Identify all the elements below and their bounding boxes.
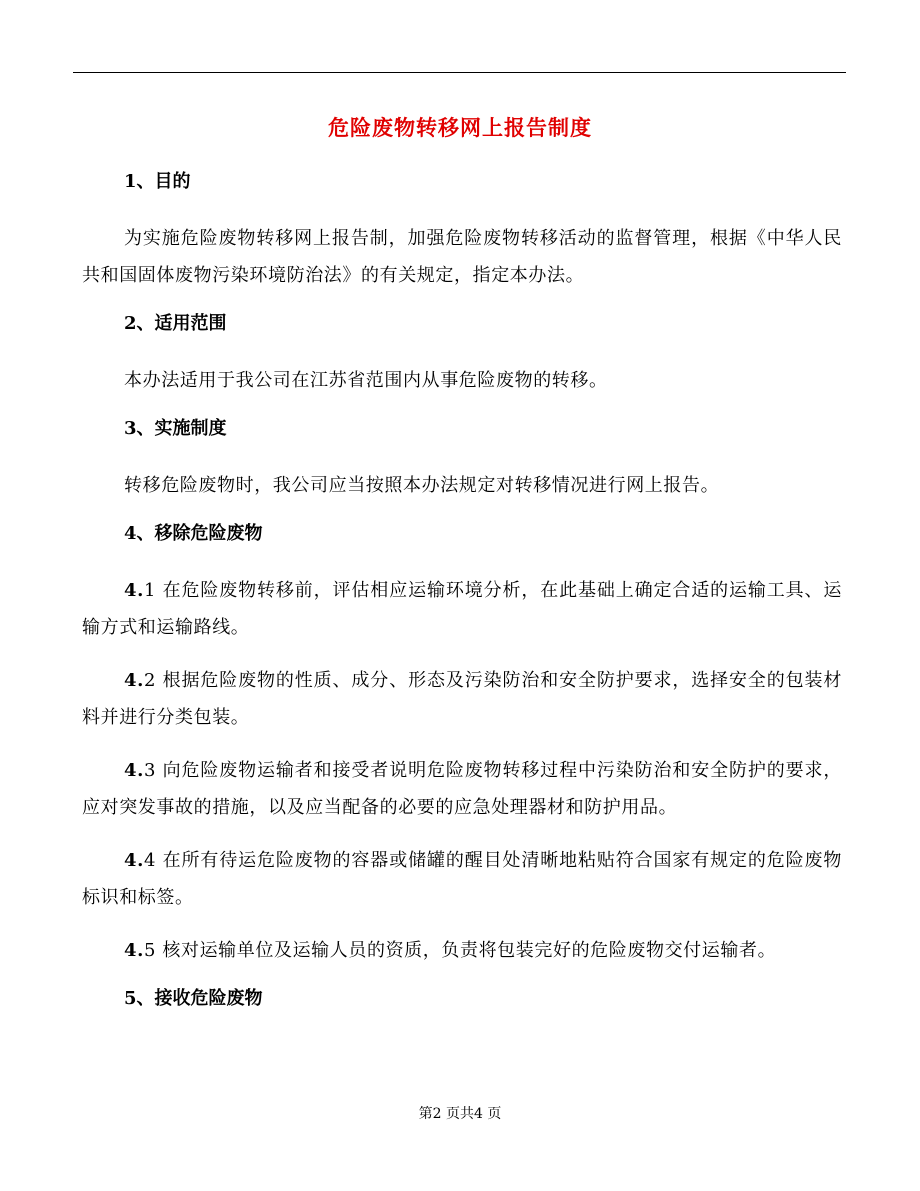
paragraph-scope: 本办法适用于我公司在江苏省范围内从事危险废物的转移。 (124, 370, 608, 391)
section-heading-purpose: 1、目的 (124, 171, 191, 192)
paragraph-removal-3: 4.3 向危险废物运输者和接受者说明危险废物转移过程中污染防治和安全防护的要求，应对突发事故的措施，以及应当配备的必要的应急处理器材和防护用品。 (82, 760, 842, 818)
section-heading-receiving: 5、接收危险废物 (124, 988, 263, 1009)
section-heading-removal: 4、移除危险废物 (124, 523, 263, 544)
paragraph-implementation: 转移危险废物时，我公司应当按照本办法规定对转移情况进行网上报告。 (124, 475, 720, 496)
header-rule (73, 72, 846, 73)
paragraph-removal-4: 4.4 在所有待运危险废物的容器或储罐的醒目处清晰地粘贴符合国家有规定的危险废物标识和标签。 (82, 850, 842, 908)
paragraph-removal-2: 4.2 根据危险废物的性质、成分、形态及污染防治和安全防护要求，选择安全的包装材料并进行分类包装。 (82, 670, 842, 728)
paragraph-removal-1: 4.1 在危险废物转移前，评估相应运输环境分析，在此基础上确定合适的运输工具、运输方式和运输路线。 (82, 580, 842, 638)
paragraph-purpose: 为实施危险废物转移网上报告制，加强危险废物转移活动的监督管理，根据《中华人民共和国固体废物污染环境防治法》的有关规定，指定本办法。 (82, 228, 842, 286)
document-title: 危险废物转移网上报告制度 (328, 115, 592, 140)
paragraph-removal-5: 4.5 核对运输单位及运输人员的资质，负责将包装完好的危险废物交付运输者。 (124, 940, 777, 961)
page-number-footer: 第2 页共4 页 (418, 1106, 502, 1122)
section-heading-implementation: 3、实施制度 (124, 418, 227, 439)
section-heading-scope: 2、适用范围 (124, 313, 227, 334)
document-body (82, 168, 842, 1037)
